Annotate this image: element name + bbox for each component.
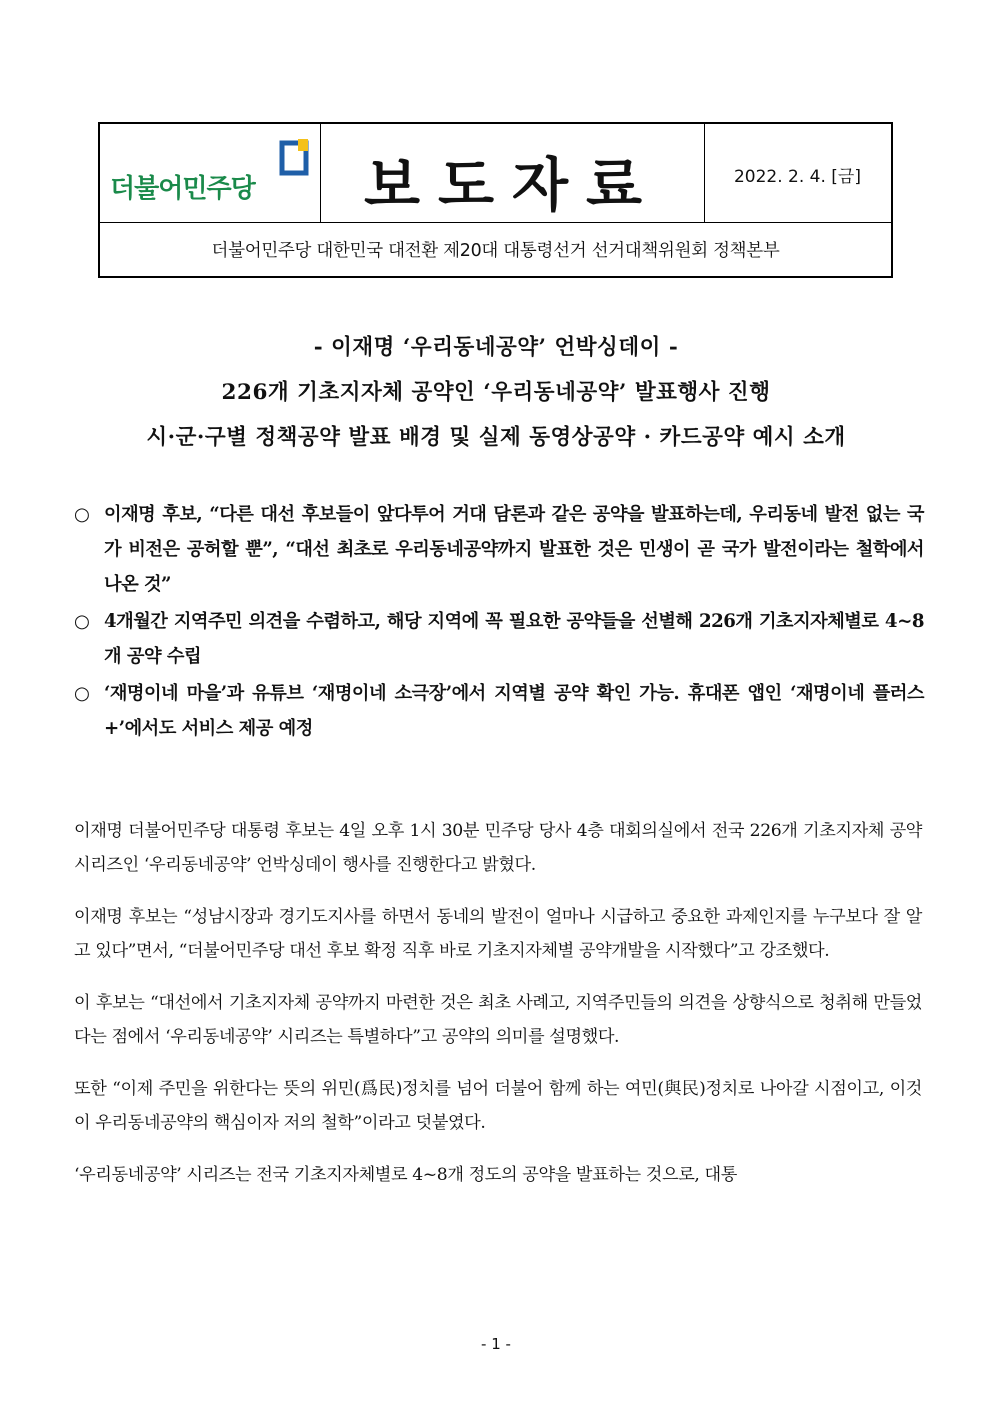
bullet-circle-icon: ○ bbox=[74, 504, 90, 525]
headline-1: - 이재명 ‘우리동네공약’ 언박싱데이 - bbox=[313, 335, 679, 360]
bullet-text: ‘재명이네 마을’과 유튜브 ‘재명이네 소극장’에서 지역별 공약 확인 가능. 휴대폰 앱인 ‘재명이네 플러스+’에서도 서비스 제공 예정 bbox=[104, 683, 924, 739]
bullet-circle-icon: ○ bbox=[74, 683, 90, 704]
issuer-line: 더불어민주당 대한민국 대전환 제20대 대통령선거 선거대책위원회 정책본부 bbox=[211, 241, 780, 261]
bullet-circle-icon: ○ bbox=[74, 611, 90, 632]
bullet-item bbox=[74, 604, 924, 674]
document-title: 보도자료 bbox=[363, 151, 661, 219]
bullet-item bbox=[74, 497, 924, 602]
body-paragraph: 또한 “이제 주민을 위한다는 뜻의 위민(爲民)정치를 넘어 더불어 함께 하는 여민(與民)정치로 나아갈 시점이고, 이것이 우리동네공약의 핵심이자 저의 철학”이라고 덧붙였다. bbox=[74, 1079, 922, 1133]
press-release-header bbox=[98, 122, 893, 278]
body-paragraph: ‘우리동네공약’ 시리즈는 전국 기초지자체별로 4~8개 정도의 공약을 발표하는 것으로, 대통 bbox=[74, 1165, 737, 1185]
bullet-text: 4개월간 지역주민 의견을 수렴하고, 해당 지역에 꼭 필요한 공약들을 선별해 226개 기초지자체별로 4~8개 공약 수립 bbox=[104, 611, 924, 667]
party-logo-text: 더불어민주당 bbox=[110, 174, 255, 204]
bullet-text: 이재명 후보, “다른 대선 후보들이 앞다투어 거대 담론과 같은 공약을 발표하는데, 우리동네 발전 없는 국가 비전은 공허할 뿐”, “대선 최초로 우리동네공약까지 발표한 것은 민생이 곧 국가 발전이라는 철학에서 나온 것” bbox=[104, 504, 924, 595]
release-date: 2022. 2. 4. [금] bbox=[733, 167, 861, 187]
page-number: - 1 - bbox=[481, 1335, 511, 1353]
party-logo bbox=[100, 124, 321, 222]
date-cell bbox=[704, 124, 891, 222]
bullet-item bbox=[74, 676, 924, 746]
body-paragraph: 이재명 더불어민주당 대통령 후보는 4일 오후 1시 30분 민주당 당사 4층 대회의실에서 전국 226개 기초지자체 공약 시리즈인 ‘우리동네공약’ 언박싱데이 행사를 진행한다고 밝혔다. bbox=[74, 821, 922, 875]
header-top-row bbox=[100, 124, 891, 223]
article-body bbox=[74, 814, 922, 1210]
headline-2: 226개 기초지자체 공약인 ‘우리동네공약’ 발표행사 진행 bbox=[221, 380, 771, 405]
body-paragraph: 이재명 후보는 “성남시장과 경기도지사를 하면서 동네의 발전이 얼마나 시급하고 중요한 과제인지를 누구보다 잘 알고 있다”면서, “더불어민주당 대선 후보 확정 직후 바로 기초지자체별 공약개발을 시작했다”고 강조했다. bbox=[74, 907, 922, 961]
headline-3: 시·군·구별 정책공약 발표 배경 및 실제 동영상공약 · 카드공약 예시 소개 bbox=[146, 425, 846, 450]
summary-bullets bbox=[74, 497, 924, 748]
title-cell bbox=[320, 124, 705, 222]
body-paragraph: 이 후보는 “대선에서 기초지자체 공약까지 마련한 것은 최초 사례고, 지역주민들의 의견을 상향식으로 청취해 만들었다는 점에서 ‘우리동네공약’ 시리즈는 특별하다”고 공약의 의미를 설명했다. bbox=[74, 993, 922, 1047]
party-logo-mark-icon bbox=[278, 139, 312, 177]
